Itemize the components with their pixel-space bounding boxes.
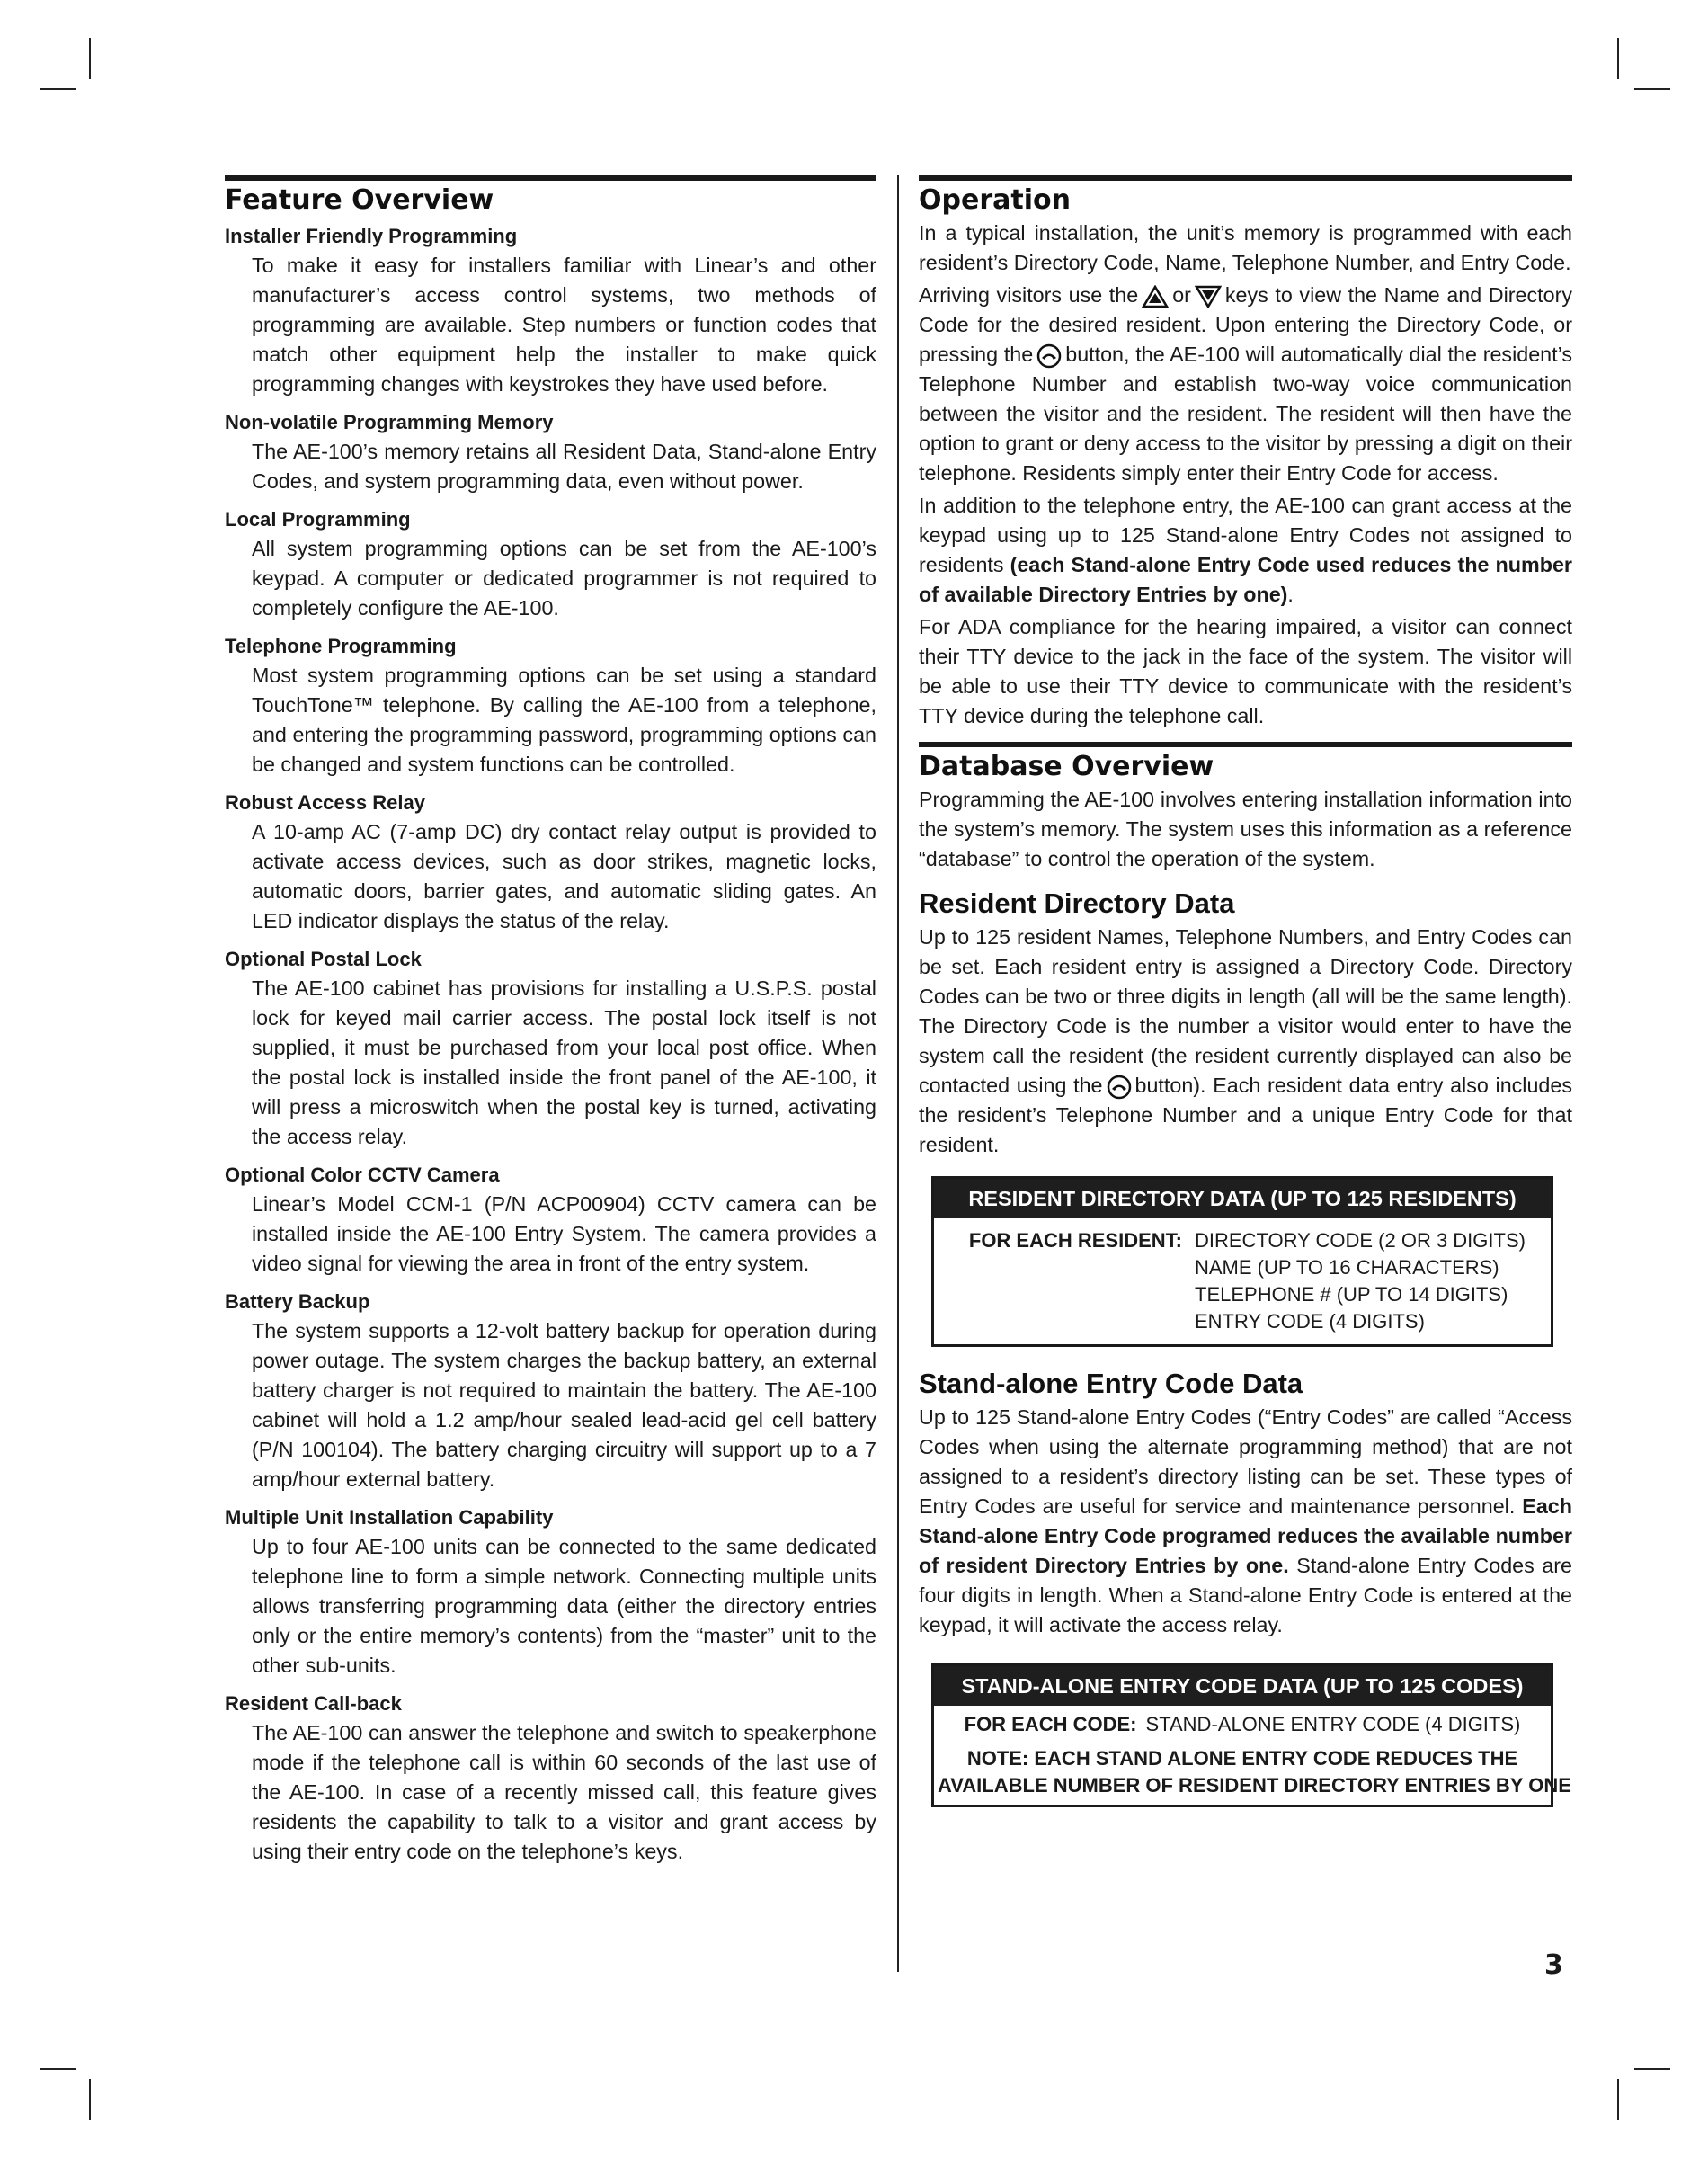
text-run: Arriving visitors use the bbox=[919, 283, 1139, 307]
up-arrow-key-icon bbox=[1142, 285, 1169, 308]
feature-heading: Local Programming bbox=[225, 508, 411, 531]
resident-data-value: NAME (UP TO 16 CHARACTERS) bbox=[1195, 1256, 1499, 1279]
text-run: keys to view the Name and Directory Code for the desired resident. Upon entering the Directory Code, or pressing the bbox=[919, 283, 1572, 366]
standalone-data-box-title: STAND-ALONE ENTRY CODE DATA (UP TO 125 CODES) bbox=[934, 1666, 1551, 1706]
bold-run: Each Stand-alone Entry Code programed reduces the available number of resident Directory Entries by one. bbox=[919, 1494, 1572, 1577]
resident-data-box bbox=[931, 1176, 1553, 1347]
standalone-data-value: STAND-ALONE ENTRY CODE (4 DIGITS) bbox=[1145, 1713, 1521, 1735]
feature-text: Up to four AE-100 units can be connected to the same dedicated telephone line to form a simple network. Connecting multiple units allows transferring programming data (either the directory entries only or the entire memory’s contents) from the “master” unit to the other sub-units. bbox=[252, 1535, 876, 1677]
feature-text: Linear’s Model CCM-1 (P/N ACP00904) CCTV camera can be installed inside the AE-100 Entry System. The camera provides a video signal for viewing the area in front of the entry system. bbox=[252, 1192, 876, 1275]
text-run: or bbox=[1172, 283, 1191, 307]
resident-data-value: TELEPHONE # (UP TO 14 DIGITS) bbox=[1195, 1283, 1508, 1306]
feature-text: The AE-100’s memory retains all Resident Data, Stand-alone Entry Codes, and system programming data, even without power. bbox=[252, 440, 876, 493]
column-divider bbox=[897, 175, 899, 1972]
telephone-button-icon bbox=[1107, 1075, 1132, 1100]
bold-run: (each Stand-alone Entry Code used reduces the number of available Directory Entries by one) bbox=[919, 553, 1572, 606]
crop-mark bbox=[89, 2079, 91, 2120]
database-overview-title: Database Overview bbox=[919, 742, 1572, 783]
text-run: In addition to the telephone entry, the AE-100 can grant access at the keypad using up to 125 Stand-alone Entry Codes not assigned to residents bbox=[919, 494, 1572, 576]
feature-heading: Non-volatile Programming Memory bbox=[225, 411, 554, 433]
standalone-entry-heading: Stand-alone Entry Code Data bbox=[919, 1368, 1303, 1399]
standalone-data-box bbox=[931, 1663, 1571, 1807]
crop-mark bbox=[89, 38, 91, 79]
feature-text: The system supports a 12-volt battery backup for operation during power outage. The system charges the backup battery, an external battery charger is not required to maintain the battery. The AE-100 cabinet will hold a 1.2 amp/hour sealed lead-acid gel cell battery (P/N 100104). The battery charging circuitry will support up to a 7 amp/hour external battery. bbox=[252, 1319, 876, 1491]
standalone-data-label: FOR EACH CODE: bbox=[964, 1713, 1137, 1735]
resident-paragraph bbox=[919, 923, 1572, 1160]
page-number: 3 bbox=[1544, 1949, 1563, 1981]
feature-heading: Installer Friendly Programming bbox=[225, 225, 518, 247]
resident-data-box-title: RESIDENT DIRECTORY DATA (UP TO 125 RESIDENTS) bbox=[934, 1179, 1551, 1218]
feature-text: All system programming options can be set from the AE-100’s keypad. A computer or dedicated programmer is not required to completely configure the AE-100. bbox=[252, 537, 876, 620]
feature-heading: Multiple Unit Installation Capability bbox=[225, 1506, 554, 1529]
feature-text: The AE-100 can answer the telephone and switch to speakerphone mode if the telephone call is within 60 seconds of the last use of the AE-100. In case of a recently missed call, this feature gives residents the capability to talk to a visitor and grant access by using their entry code on the telephone’s keys. bbox=[252, 1721, 876, 1863]
operation-paragraph: For ADA compliance for the hearing impaired, a visitor can connect their TTY device to the jack in the face of the system. The visitor will be able to use their TTY device to communicate with the resident’s TTY device during the telephone call. bbox=[919, 615, 1572, 727]
feature-text: A 10-amp AC (7-amp DC) dry contact relay output is provided to activate access devices, such as door strikes, magnetic locks, automatic doors, barrier gates, and automatic sliding gates. An LED indicator displays the status of the relay. bbox=[252, 820, 876, 932]
resident-data-values bbox=[1195, 1227, 1526, 1335]
crop-mark bbox=[1634, 2068, 1670, 2070]
crop-mark bbox=[1617, 2079, 1619, 2120]
crop-mark bbox=[40, 88, 76, 90]
crop-mark bbox=[40, 2068, 76, 2070]
text-run: Stand-alone Entry Codes are four digits in length. When a Stand-alone Entry Code is entered at the keypad, it will activate the access relay. bbox=[919, 1554, 1572, 1636]
text-run: button, the AE-100 will automatically dial the resident’s Telephone Number and establish two-way voice communication between the visitor and the resident. The resident will then have the option to grant or deny access to the visitor by pressing a digit on their telephone. Residents simply enter their Entry Code for access. bbox=[919, 343, 1572, 485]
feature-heading: Telephone Programming bbox=[225, 635, 457, 657]
standalone-note-line: AVAILABLE NUMBER OF RESIDENT DIRECTORY ENTRIES BY ONE bbox=[938, 1774, 1571, 1797]
standalone-data-row bbox=[938, 1711, 1547, 1738]
feature-overview-column bbox=[225, 175, 876, 1867]
feature-heading: Optional Postal Lock bbox=[225, 948, 422, 970]
resident-data-box-body bbox=[934, 1218, 1551, 1344]
operation-title: Operation bbox=[919, 175, 1572, 217]
feature-text: Most system programming options can be set using a standard TouchTone™ telephone. By calling the AE-100 from a telephone, and entering the programming password, programming options can be changed and system functions can be controlled. bbox=[252, 664, 876, 776]
feature-heading: Optional Color CCTV Camera bbox=[225, 1164, 500, 1186]
resident-data-label: FOR EACH RESIDENT: bbox=[968, 1229, 1182, 1252]
operation-paragraph: In a typical installation, the unit’s memory is programmed with each resident’s Directory Code, Name, Telephone Number, and Entry Code. bbox=[919, 221, 1572, 274]
feature-text: The AE-100 cabinet has provisions for installing a U.S.P.S. postal lock for keyed mail carrier access. The postal lock itself is not supplied, it must be purchased from your local post office. When the postal lock is installed inside the front panel of the AE-100, it will press a microswitch when the postal key is turned, activating the access relay. bbox=[252, 976, 876, 1148]
crop-mark bbox=[1617, 38, 1619, 79]
telephone-button-icon bbox=[1036, 343, 1062, 369]
feature-heading: Resident Call-back bbox=[225, 1692, 402, 1715]
crop-mark bbox=[1634, 88, 1670, 90]
resident-directory-heading: Resident Directory Data bbox=[919, 887, 1235, 919]
text-run: Up to 125 resident Names, Telephone Numbers, and Entry Codes can be set. Each resident entry is assigned a Directory Code. Directory Codes can be two or three digits in length (all will be the same length). The Directory Code is the number a visitor would enter to have the system call the resident (the resident currently displayed can also be contacted using the bbox=[919, 925, 1572, 1097]
standalone-data-box-body bbox=[934, 1706, 1571, 1805]
operation-paragraph bbox=[919, 281, 1572, 488]
operation-paragraph bbox=[919, 491, 1572, 610]
text-run: Up to 125 Stand-alone Entry Codes (“Entry Codes” are called “Access Codes when using the alternate programming method) that are not assigned to a resident’s directory listing can be set. These types of Entry Codes are useful for service and maintenance personnel. bbox=[919, 1405, 1572, 1518]
feature-heading: Robust Access Relay bbox=[225, 791, 425, 814]
feature-heading: Battery Backup bbox=[225, 1290, 370, 1313]
standalone-note-line: NOTE: EACH STAND ALONE ENTRY CODE REDUCES THE bbox=[966, 1747, 1518, 1770]
text-run: button). Each resident data entry also includes the resident’s Telephone Number and a unique Entry Code for that resident. bbox=[919, 1074, 1572, 1156]
resident-data-value: ENTRY CODE (4 DIGITS) bbox=[1195, 1310, 1425, 1333]
database-paragraph: Programming the AE-100 involves entering installation information into the system’s memory. The system uses this information as a reference “database” to control the operation of the system. bbox=[919, 788, 1572, 870]
feature-overview-title: Feature Overview bbox=[225, 175, 876, 217]
text-run: . bbox=[1287, 583, 1294, 606]
standalone-paragraph bbox=[919, 1403, 1572, 1640]
resident-data-value: DIRECTORY CODE (2 OR 3 DIGITS) bbox=[1195, 1229, 1526, 1252]
operation-column bbox=[919, 175, 1572, 1807]
down-arrow-key-icon bbox=[1195, 285, 1222, 308]
feature-text: To make it easy for installers familiar with Linear’s and other manufacturer’s access control systems, two methods of programming are available. Step numbers or function codes that match other equipment help the installer to make quick programming changes with keystrokes they have used before. bbox=[252, 254, 876, 396]
